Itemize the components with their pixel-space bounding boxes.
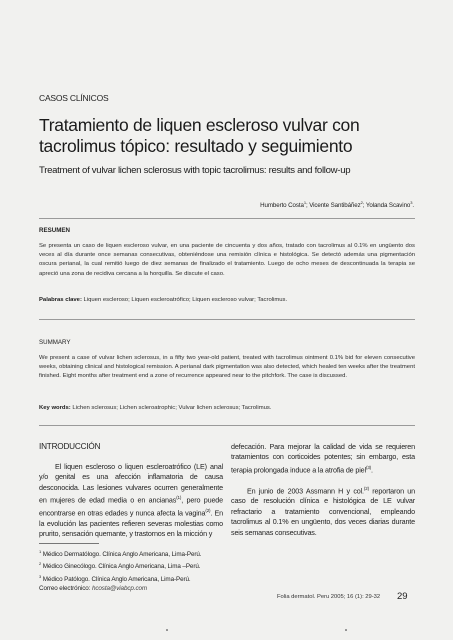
citation-ref: (1) bbox=[176, 495, 182, 501]
summary-text: We present a case of vulvar lichen sclerosus, in a fifty two year-old patient, treated with tacrolimus ointment 0.1% bid for eleven consecutive weeks, obtaining clinical and histological remission. A perianal dark pigmentation was also detected, which healed ten weeks after the treatment finished. Eight months after treatment end a zone of recurrence appeared near to the pitchfork. The case is discussed. bbox=[39, 355, 415, 380]
intro-paragraph bbox=[231, 442, 415, 476]
keywords-label: Key words: bbox=[39, 405, 71, 411]
citation-ref: (2) bbox=[205, 508, 211, 514]
paragraph-text: En junio de 2003 Assmann H y col. bbox=[247, 486, 364, 495]
journal-citation: Folia dermatol. Peru 2005; 16 (1): 29-32 bbox=[277, 594, 381, 600]
footnote-text: Médico Patólogo. Clínica Anglo Americana, Lima-Perú. bbox=[41, 575, 191, 583]
keywords-text: Liquen escleroso; Liquen escleroatrófico; Liquen escleroso vulvar; Tacrolimus. bbox=[83, 297, 288, 303]
footnote-text: Médico Dermatólogo. Clínica Anglo Americana, Lima-Perú. bbox=[41, 551, 202, 559]
intro-paragraph bbox=[231, 484, 415, 538]
intro-paragraph bbox=[39, 462, 223, 540]
page-number: 29 bbox=[397, 591, 408, 602]
summary-heading: SUMMARY bbox=[39, 339, 71, 346]
resumen-heading: RESUMEN bbox=[39, 227, 70, 234]
paragraph-text: defecación. Para mejorar la calidad de vida se requieren tratamientos con corticoides potentes; sin embargo, esta terapia prolongada induce a la atrofia de piel bbox=[231, 442, 415, 475]
email-address[interactable]: hcosta@viabcp.com bbox=[91, 584, 148, 592]
divider bbox=[39, 218, 415, 219]
scan-mark bbox=[166, 629, 168, 631]
palabras-clave bbox=[39, 297, 415, 303]
author-name: Vicente Santibáñez bbox=[309, 202, 361, 210]
author-affiliation-mark: 1 bbox=[303, 200, 306, 205]
footnote bbox=[39, 559, 201, 571]
author-separator: ; bbox=[362, 202, 366, 210]
paragraph-text: , pero puede encontrarse en otras edades y nunca afecta la vagina bbox=[39, 495, 223, 518]
author-separator: ; bbox=[305, 202, 310, 210]
citation-ref: (2) bbox=[363, 485, 369, 491]
footnote-mark: 2 bbox=[39, 561, 42, 567]
author-list bbox=[260, 200, 414, 209]
author-name: Humberto Costa bbox=[260, 202, 304, 210]
author-separator: . bbox=[412, 202, 414, 210]
divider bbox=[39, 425, 415, 426]
author-affiliation-mark: 3 bbox=[410, 200, 413, 205]
footnote-mark: 1 bbox=[39, 549, 42, 554]
author-affiliation-mark: 2 bbox=[360, 200, 363, 205]
footnote-email bbox=[39, 584, 201, 593]
email-label: Correo electrónico: bbox=[39, 584, 92, 592]
footnotes bbox=[39, 547, 201, 593]
paragraph-text: reportaron un caso de resolución clínica e histológica de LE vulvar refractario a tratamiento convencional, empleando tacrolimus al 0.1% en ungüento, dos veces diarias durante seis semanas consecutivas. bbox=[231, 486, 415, 537]
footnote-rule bbox=[39, 543, 99, 544]
footnote-mark: 3 bbox=[39, 573, 42, 579]
divider bbox=[39, 319, 415, 320]
section-label: CASOS CLÍNICOS bbox=[39, 93, 109, 103]
article-title: Tratamiento de liquen escleroso vulvar con tacrolimus tópico: resultado y seguimiento bbox=[39, 115, 360, 156]
article-subtitle: Treatment of vulvar lichen sclerosus with topic tacrolimus: results and follow-up bbox=[39, 165, 351, 176]
intro-right-column bbox=[231, 442, 415, 538]
citation-ref: (3) bbox=[365, 464, 372, 470]
keywords-label: Palabras clave: bbox=[39, 297, 82, 303]
footnote bbox=[39, 547, 201, 559]
key-words bbox=[39, 405, 415, 411]
footnote bbox=[39, 572, 201, 584]
intro-left-column bbox=[39, 462, 223, 540]
introduccion-heading: INTRODUCCIÓN bbox=[39, 442, 101, 451]
paragraph-text: El liquen escleroso o liquen escleroatrófico (LE) anal y/o genital es una afección inflamatoria de causa desconocida. Las lesiones vulvares ocurren generalmente en mujeres de edad media o en ancianas bbox=[39, 462, 223, 505]
author-name: Yolanda Scavino bbox=[365, 202, 411, 210]
paragraph-text: . bbox=[371, 465, 373, 475]
footnote-text: Médico Ginecólogo. Clínica Anglo Americana, Lima –Perú. bbox=[41, 563, 201, 571]
paragraph-text: . En la evolución las pacientes refieren severas molestias como prurito, sensación quemante, y trastornos en la micción y bbox=[39, 508, 223, 539]
resumen-text: Se presenta un caso de liquen escleroso vulvar, en una paciente de cincuenta y dos años, tratado con tacrolimus al 0.1% en ungüento dos veces al día durante once semanas consecutivas, obteniéndose una remisión clínica e histológica. Se detectó además una pigmentación oscura perianal, la cual remitió luego de diez semanas de finalizado el tratamiento. Luego de ocho meses de descontinuada la terapia se apreció una zona de recidiva cercana a la horquilla. Se discute el caso. bbox=[39, 243, 415, 277]
keywords-text: Lichen sclerosus; Lichen scleroatrophic; Vulvar lichen sclerosus; Tacrolimus. bbox=[72, 405, 272, 411]
scan-mark bbox=[345, 629, 347, 631]
